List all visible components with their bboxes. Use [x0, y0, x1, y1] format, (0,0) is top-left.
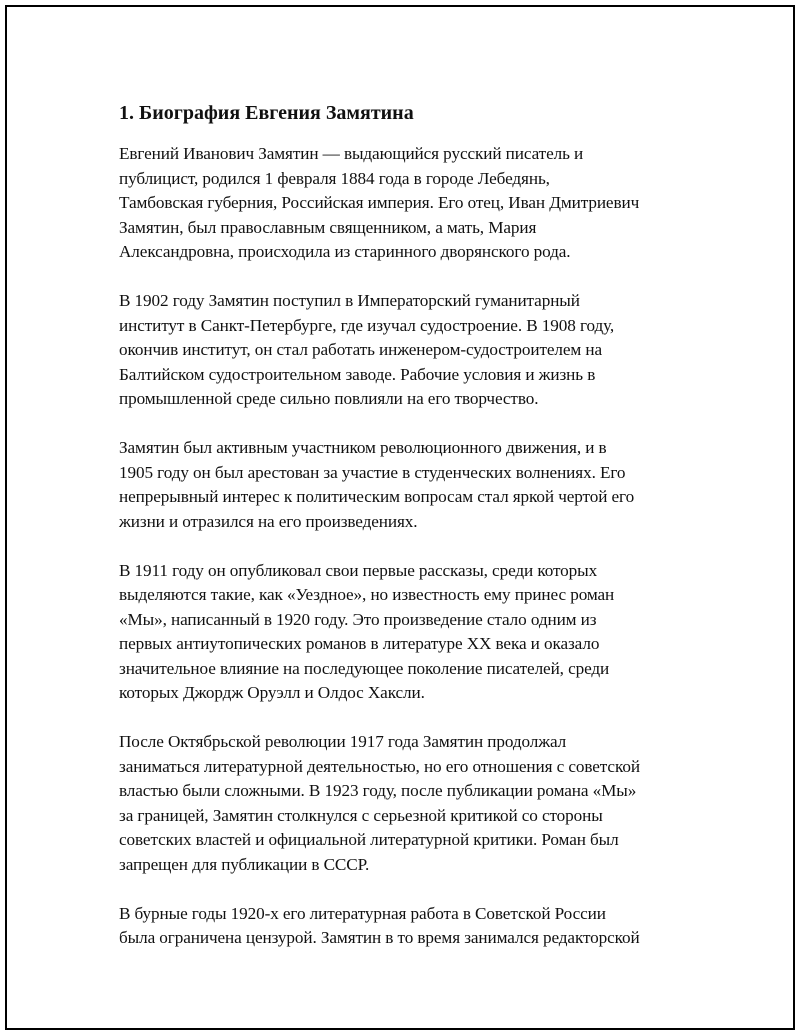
paragraph-line: Тамбовская губерния, Российская империя. Его отец, Иван Дмитриевич [119, 193, 640, 212]
paragraph-4 [119, 559, 719, 706]
paragraph-line: институт в Санкт-Петербурге, где изучал судостроение. В 1908 году, [119, 315, 615, 335]
paragraph-line: В 1911 году он опубликовал свои первые рассказы, среди которых [119, 560, 598, 580]
paragraph-line: промышленной среде сильно повлияли на его творчество. [119, 389, 539, 408]
paragraph-line: публицист, родился 1 февраля 1884 года в городе Лебедянь, [119, 168, 550, 188]
paragraph-line: «Мы», написанный в 1920 году. Это произведение стало одним из [119, 609, 597, 629]
paragraph-2 [119, 289, 719, 412]
paragraph-line: жизни и отразился на его произведениях. [119, 511, 418, 531]
paragraph-line: советских властей и официальной литературной критики. Роман был [119, 830, 619, 849]
paragraph-line: властью были сложными. В 1923 году, после публикации романа «Мы» [119, 781, 637, 800]
paragraph-1 [119, 142, 719, 265]
paragraph-line: непрерывный интерес к политическим вопросам стал яркой чертой его [119, 487, 635, 506]
paragraph-line: первых антиутопических романов в литературе XX века и оказало [119, 634, 600, 653]
paragraph-line: 1905 году он был арестован за участие в студенческих волнениях. Его [119, 462, 626, 482]
paragraph-3 [119, 436, 719, 534]
paragraph-line: Замятин, был православным священником, а мать, Мария [119, 217, 537, 237]
paragraph-6 [119, 902, 719, 951]
paragraph-line: значительное влияние на последующее поколение писателей, среди [119, 658, 610, 678]
page-frame [5, 5, 795, 1030]
paragraph-line: Александровна, происходила из старинного дворянского рода. [119, 242, 571, 261]
paragraph-line: Балтийском судостроительном заводе. Рабочие условия и жизнь в [119, 364, 596, 384]
paragraph-line: Замятин был активным участником революционного движения, и в [119, 438, 607, 457]
paragraph-5 [119, 730, 719, 877]
paragraph-line: которых Джордж Оруэлл и Олдос Хаксли. [119, 683, 425, 702]
paragraph-line: была ограничена цензурой. Замятин в то время занимался редакторской [119, 928, 640, 947]
paragraph-line: за границей, Замятин столкнулся с серьезной критикой со стороны [119, 805, 603, 825]
section-title: 1. Биография Евгения Замятина [119, 102, 414, 124]
paragraph-line: После Октябрьской революции 1917 года Замятин продолжал [119, 732, 567, 751]
paragraph-line: выделяются такие, как «Уездное», но известность ему принес роман [119, 585, 615, 604]
paragraph-line: Евгений Иванович Замятин — выдающийся русский писатель и [119, 144, 584, 163]
paragraph-line: В 1902 году Замятин поступил в Императорский гуманитарный [119, 291, 580, 310]
paragraph-line: запрещен для публикации в СССР. [119, 854, 370, 874]
paragraph-line: В бурные годы 1920-х его литературная работа в Советской России [119, 903, 606, 923]
paragraph-line: окончив институт, он стал работать инженером-судостроителем на [119, 340, 603, 359]
paragraph-line: заниматься литературной деятельностью, но его отношения с советской [119, 756, 640, 776]
document-content [119, 101, 719, 975]
